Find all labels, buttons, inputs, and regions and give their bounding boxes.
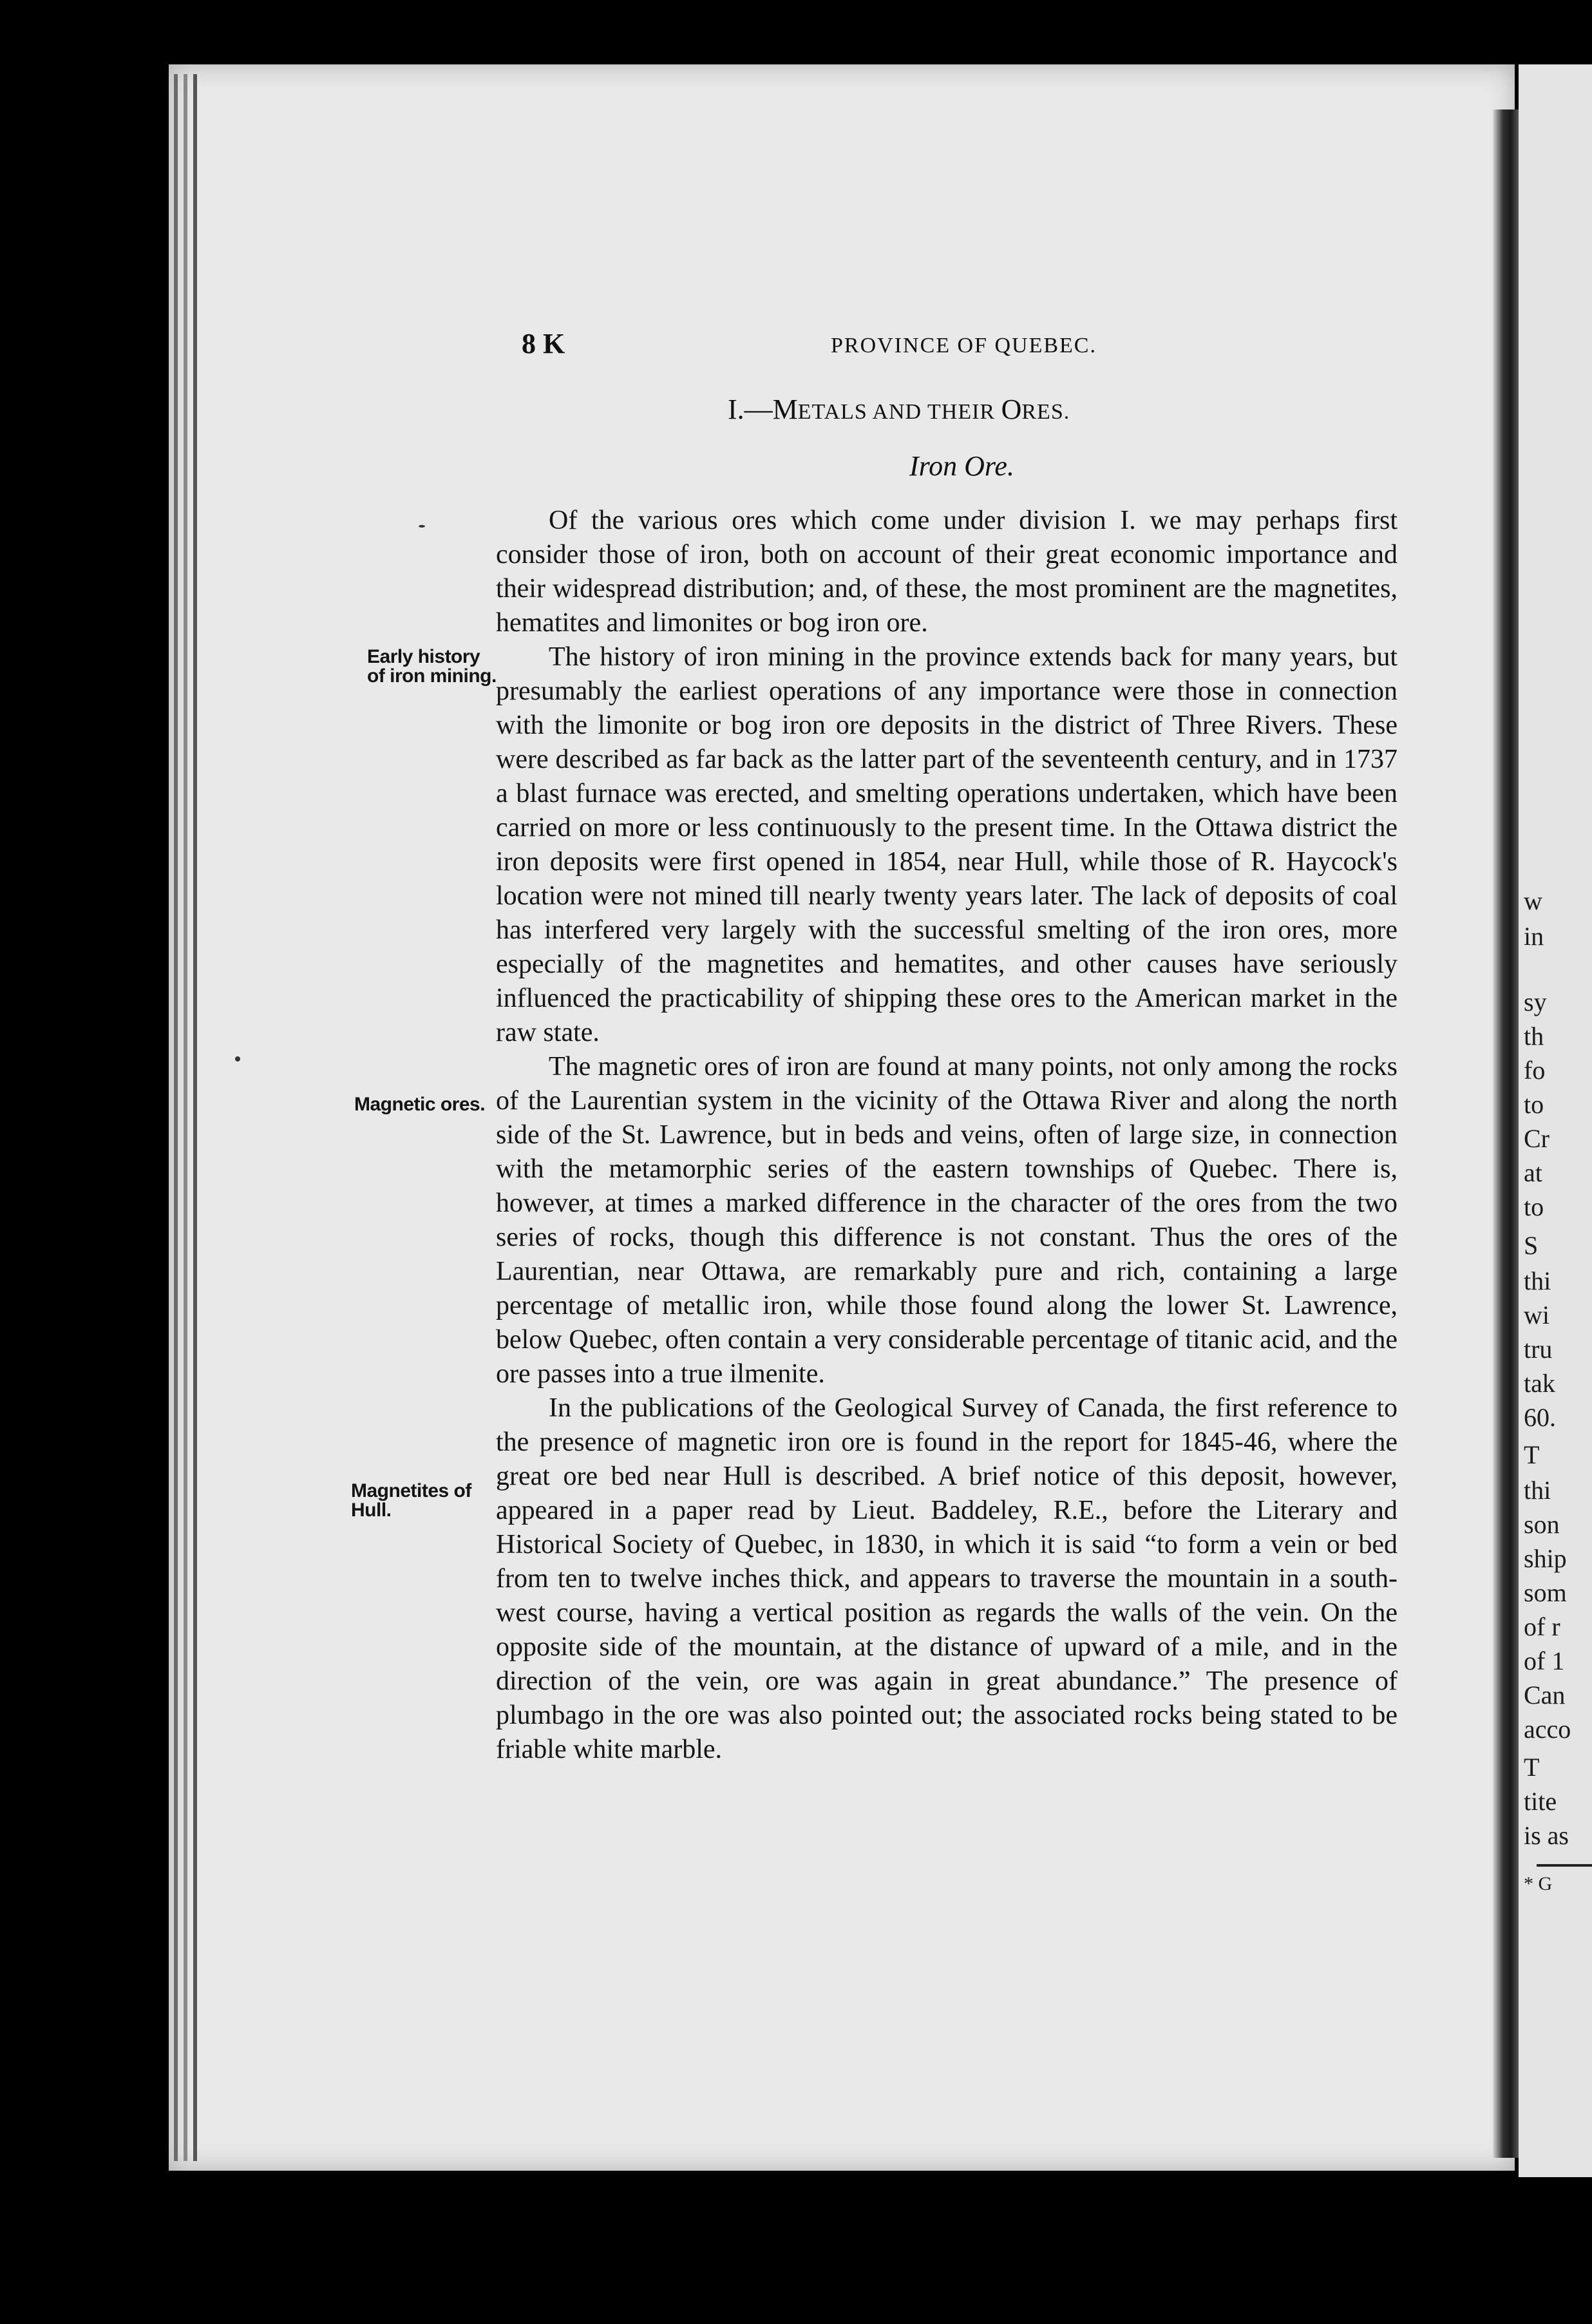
section-subtitle: Iron Ore. — [909, 450, 1014, 482]
page-header — [522, 327, 1166, 366]
page-edge — [174, 74, 178, 2161]
print-speck — [235, 1056, 240, 1062]
adjacent-fragment: sy — [1524, 987, 1547, 1016]
print-speck — [419, 525, 425, 528]
adjacent-page — [1519, 64, 1592, 2177]
section-title — [728, 393, 1070, 426]
section-title-part: O — [1001, 394, 1022, 425]
adjacent-fragment: thi — [1524, 1266, 1551, 1295]
adjacent-fragment: to — [1524, 1090, 1544, 1119]
adjacent-fragment: Cr — [1524, 1124, 1549, 1153]
adjacent-fragment: 60. — [1524, 1403, 1556, 1432]
adjacent-fragment: wi — [1524, 1300, 1549, 1329]
adjacent-fragment: son — [1524, 1510, 1560, 1539]
adjacent-fragment: som — [1524, 1578, 1567, 1607]
page-edge — [193, 74, 197, 2161]
margin-note-line: Hull. — [351, 1500, 392, 1521]
running-title: PROVINCE OF QUEBEC. — [831, 334, 1097, 357]
adjacent-fragment: at — [1524, 1158, 1542, 1187]
margin-note-line: Early history — [367, 646, 480, 667]
section-title-part: I.—M — [728, 394, 798, 425]
margin-note-magnetic-ores: Magnetic ores. — [354, 1094, 486, 1115]
adjacent-fragment: is as — [1524, 1821, 1569, 1850]
adjacent-fragment: S — [1524, 1231, 1539, 1260]
adjacent-fragment: to — [1524, 1192, 1544, 1221]
adjacent-fragment: of 1 — [1524, 1646, 1565, 1675]
page-edge — [184, 74, 187, 2161]
margin-note-magnetites-hull — [351, 1481, 471, 1520]
adjacent-fragment: in — [1524, 922, 1544, 951]
body-text — [496, 504, 1398, 1767]
paragraph: Of the various ores which come under division I. we may perhaps first consider those of iron, both on account of their great economic importance and their widespread distribution; and, of these, the most prominent are the magnetites, hematites and limonites or bog iron ore. — [496, 506, 1398, 638]
book-gutter — [1493, 110, 1519, 2158]
adjacent-fragment: fo — [1524, 1056, 1546, 1085]
adjacent-fragment: tite — [1524, 1787, 1557, 1816]
section-title-part: ETALS AND THEIR — [797, 400, 1001, 424]
margin-note-line: of iron mining. — [367, 665, 497, 687]
adjacent-fragment: of r — [1524, 1612, 1560, 1641]
adjacent-fragment: T — [1524, 1753, 1540, 1782]
margin-note-early-history — [367, 647, 497, 686]
adjacent-fragment: * G — [1524, 1873, 1553, 1894]
adjacent-fragment: acco — [1524, 1715, 1571, 1744]
adjacent-fragment: th — [1524, 1022, 1544, 1051]
paragraph: The magnetic ores of iron are found at many points, not only among the rocks of the Laurentian system in the vicinity of the Ottawa River and along the north side of the St. Lawrence, but in beds and veins, often of large size, in connection with the metamorphic series of the eastern townships of Quebec. There is, however, at times a marked difference in the character of the ores from the two series of rocks, though this difference is not constant. Thus the ores of the Laurentian, near Ottawa, are remarkably pure and rich, containing a large percentage of metallic iron, while those found along the lower St. Lawrence, below Quebec, often contain a very considerable percentage of titanic acid, and the ore passes into a true ilmenite. — [496, 1052, 1398, 1389]
paragraph: In the publications of the Geological Survey of Canada, the first reference to the presence of magnetic iron ore is found in the report for 1845-46, where the great ore bed near Hull is described. A brief notice of this deposit, however, appeared in a paper read by Lieut. Baddeley, R.E., before the Literary and Historical Society of Quebec, in 1830, in which it is said “to form a vein or bed from ten to twelve inches thick, and appears to traverse the mountain in a south-west course, having a vertical position as regards the walls of the vein. On the opposite side of the mountain, at the distance of upward of a mile, and in the direction of the vein, ore was again in great abundance.” The presence of plumbago in the ore was also pointed out; the associated rocks being stated to be friable white marble. — [496, 1393, 1398, 1764]
adjacent-fragment: tak — [1524, 1369, 1555, 1398]
page-number: 8 K — [522, 328, 565, 359]
margin-note-line: Magnetites of — [351, 1480, 471, 1501]
section-title-part: RES. — [1021, 400, 1070, 424]
footnote-rule — [1537, 1864, 1592, 1867]
adjacent-fragment: thi — [1524, 1476, 1551, 1505]
adjacent-fragment: ship — [1524, 1544, 1567, 1573]
adjacent-fragment: Can — [1524, 1681, 1566, 1710]
adjacent-fragment: T — [1524, 1440, 1540, 1469]
adjacent-fragment: w — [1524, 886, 1542, 915]
adjacent-fragment: tru — [1524, 1335, 1553, 1364]
paragraph: The history of iron mining in the province extends back for many years, but presumably the earliest operations of any importance were those in connection with the limonite or bog iron ore deposits in the district of Three Rivers. These were described as far back as the latter part of the seventeenth century, and in 1737 a blast furnace was erected, and smelting operations undertaken, which have been carried on more or less continuously to the present time. In the Ottawa district the iron deposits were first opened in 1854, near Hull, while those of R. Haycock's location were not mined till nearly twenty years later. The lack of deposits of coal has interfered very largely with the successful smelting of the iron ores, more especially of the magnetites and hematites, and other causes have seriously influenced the practicability of shipping these ores to the American market in the raw state. — [496, 642, 1398, 1047]
